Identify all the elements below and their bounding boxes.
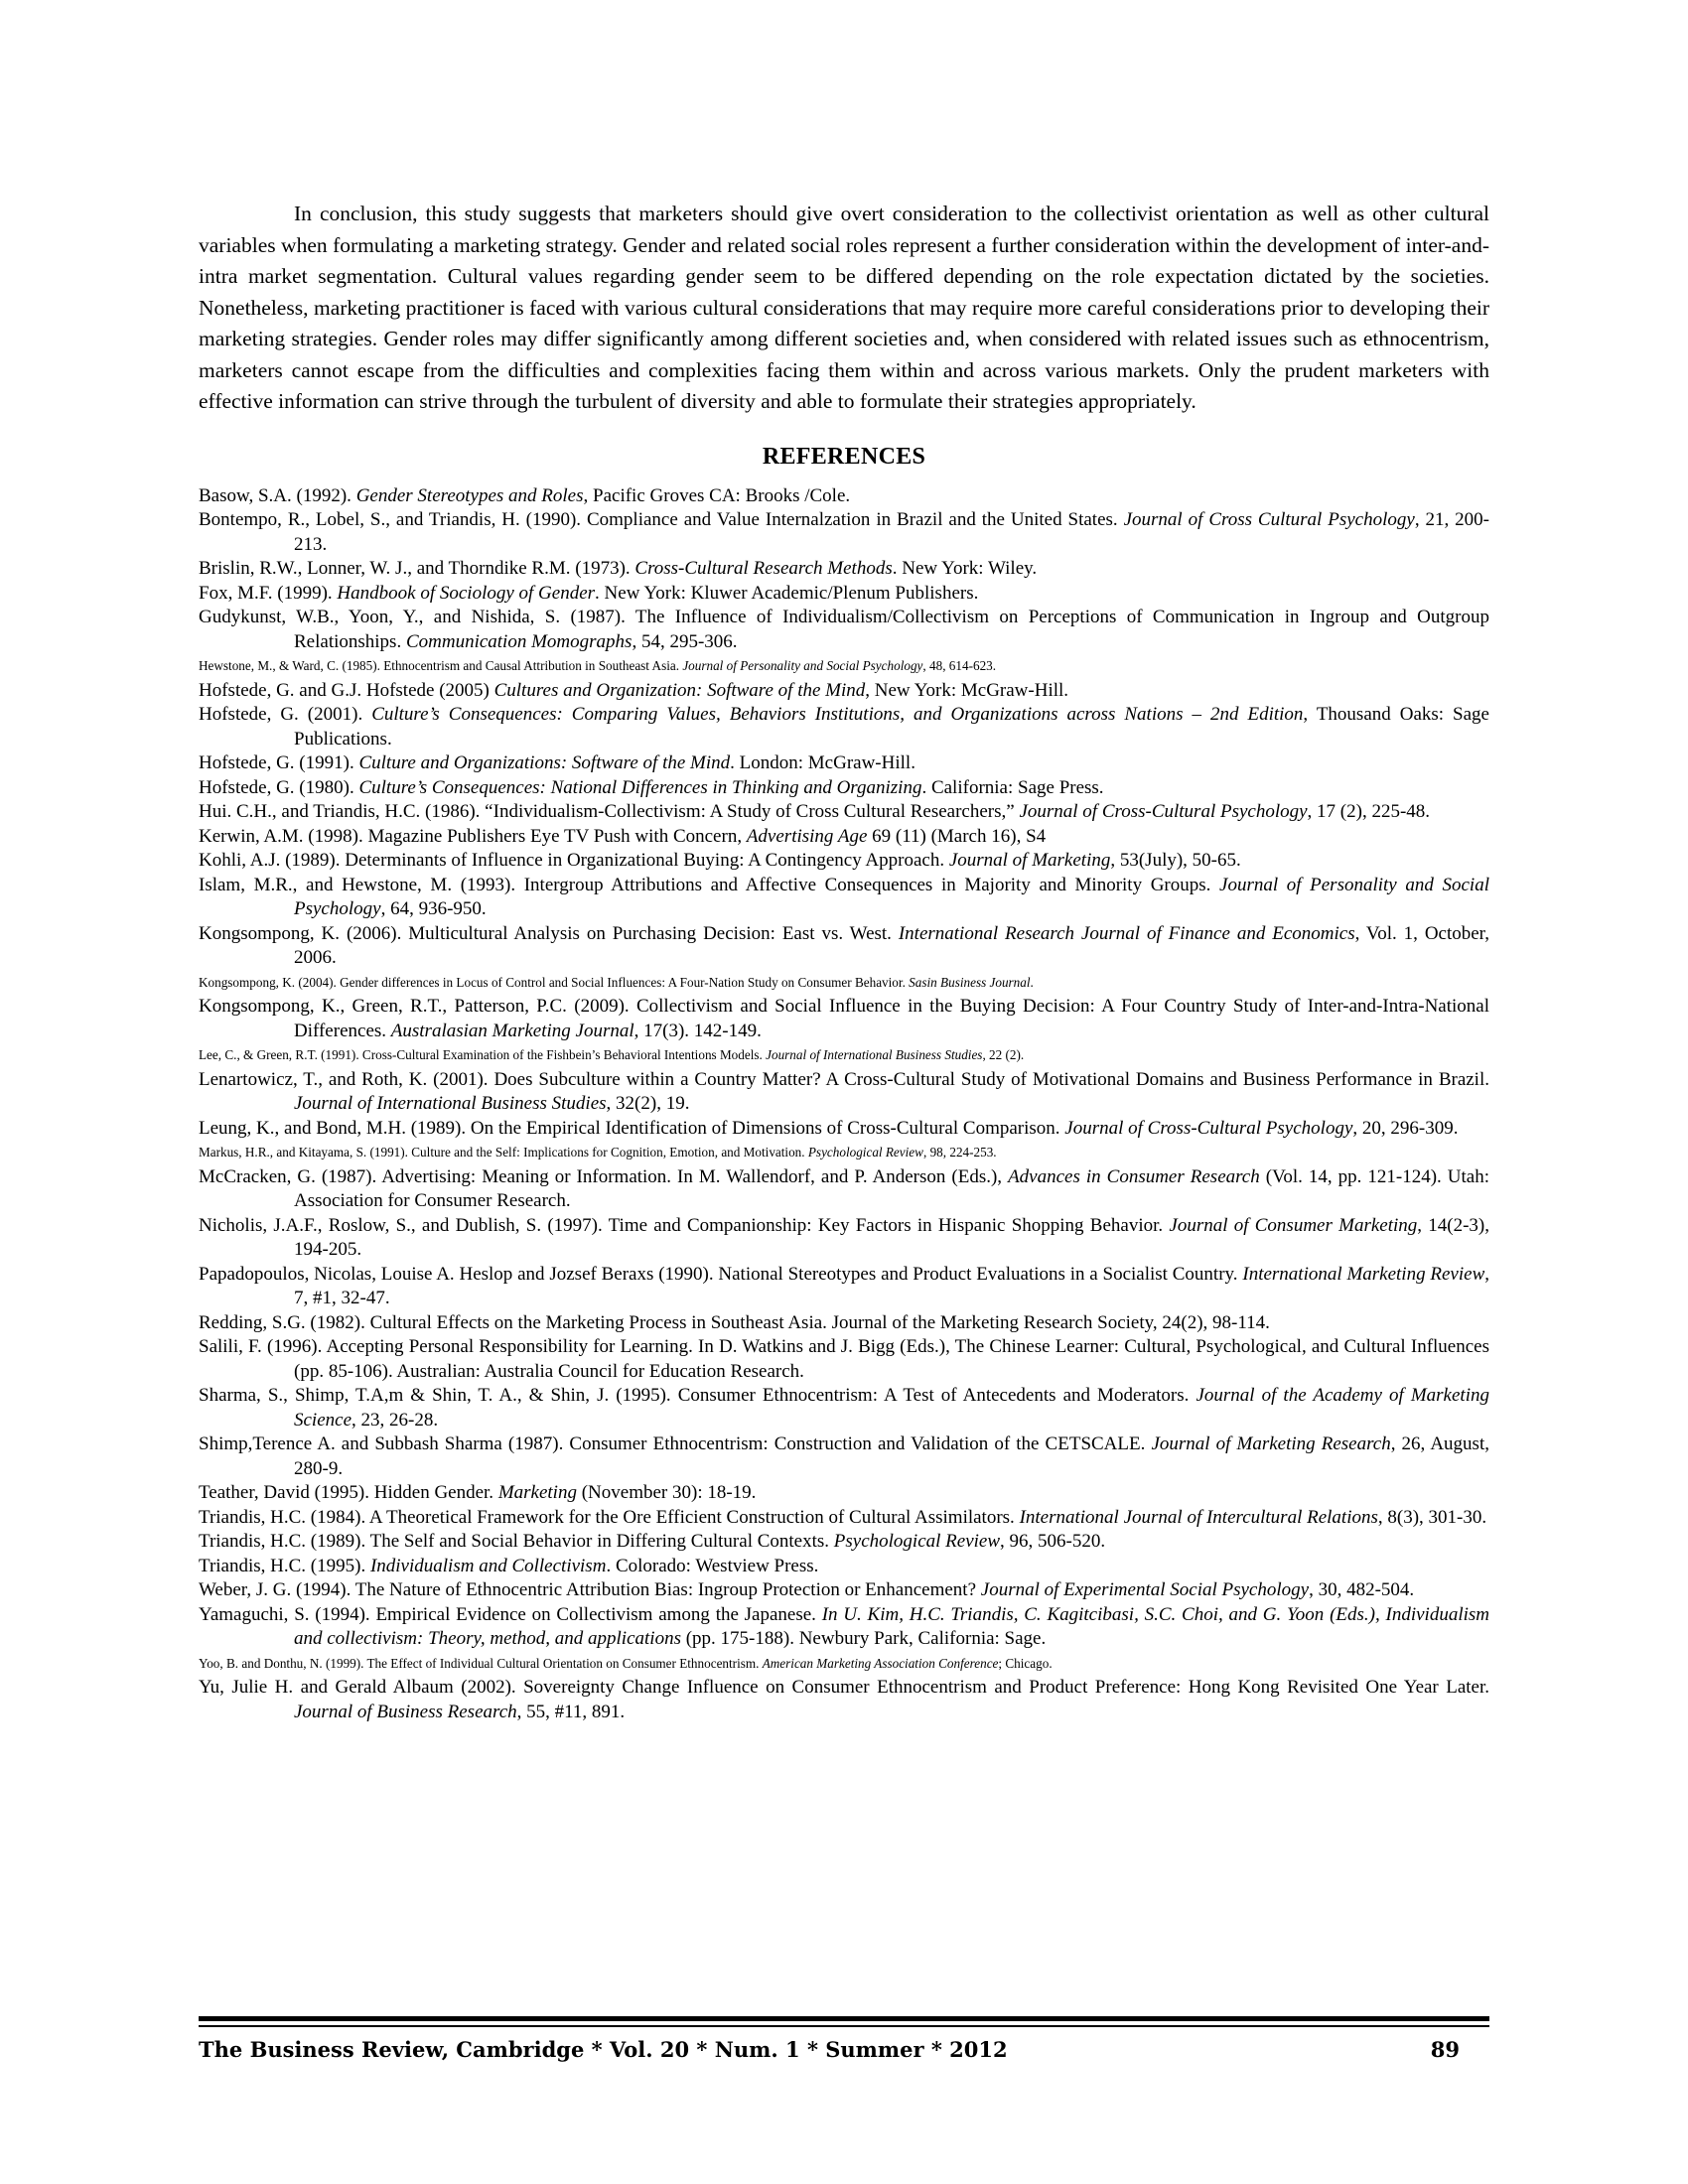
reference-entry: Kerwin, A.M. (1998). Magazine Publishers Eye TV Push with Concern, Advertising Age 69 (11) (March 16), S4 [199,825,1047,847]
conclusion-paragraph: In conclusion, this study suggests that marketers should give overt consideration to the collectivist orientation as well as other cultural variables when formulating a marketing strategy. Gender and related social roles represent a further consideration within the development of inter-and-intra market segmentation. Cultural values regarding gender seem to be differed depending on the role expectation dictated by the societies. Nonetheless, marketing practitioner is faced with various cultural considerations that may require more careful considerations prior to developing their marketing strategies. Gender roles may differ significantly among different societies and, when considered with related issues such as ethnocentrism, marketers cannot escape from the difficulties and complexities facing them within and across various markets. Only the prudent marketers with effective information can strive through the turbulent of diversity and able to formulate their strategies appropriately. [199,202,1489,413]
footer-rule [199,2016,1489,2021]
reference-entry: Bontempo, R., Lobel, S., and Triandis, H. (1990). Compliance and Value Internalzation in Brazil and the United States. Journal of Cross Cultural Psychology, 21, 200-213. [199,509,1489,555]
reference-entry: Yoo, B. and Donthu, N. (1999). The Effect of Individual Cultural Orientation on Consumer Ethnocentrism. American Marketing Association Conference; Chicago. [199,1655,1053,1671]
reference-entry: Nicholis, J.A.F., Roslow, S., and Dublish, S. (1997). Time and Companionship: Key Factors in Hispanic Shopping Behavior. Journal of Consumer Marketing, 14(2-3), 194-205. [199,1214,1489,1260]
reference-entry: Lee, C., & Green, R.T. (1991). Cross-Cultural Examination of the Fishbein’s Behavioral Intentions Models. Journal of International Business Studies, 22 (2). [199,1047,1025,1062]
reference-entry: Kongsompong, K. (2006). Multicultural Analysis on Purchasing Decision: East vs. West. International Research Journal of Finance and Economics, Vol. 1, October, 2006. [199,922,1489,968]
reference-entry: Papadopoulos, Nicolas, Louise A. Heslop and Jozsef Beraxs (1990). National Stereotypes and Product Evaluations in a Socialist Country. International Marketing Review, 7, #1, 32-47. [199,1263,1489,1308]
reference-entry: Salili, F. (1996). Accepting Personal Responsibility for Learning. In D. Watkins and J. Bigg (Eds.), The Chinese Learner: Cultural, Psychological, and Cultural Influences (pp. 85-106). Australian: Australia Council for Education Research. [199,1336,1489,1382]
reference-entry: Hewstone, M., & Ward, C. (1985). Ethnocentrism and Causal Attribution in Southeast Asia. Journal of Personality and Social Psychology, 48, 614-623. [199,658,997,673]
reference-entry: Hui. C.H., and Triandis, H.C. (1986). “Individualism-Collectivism: A Study of Cross Cultural Researchers,” Journal of Cross-Cultural Psychology, 17 (2), 225-48. [199,801,1431,822]
reference-entry: Markus, H.R., and Kitayama, S. (1991). Culture and the Self: Implications for Cognition, Emotion, and Motivation. Psychological Review, 98, 224-253. [199,1145,997,1160]
reference-entry: Teather, David (1995). Hidden Gender. Marketing (November 30): 18-19. [199,1482,757,1503]
journal-citation: The Business Review, Cambridge * Vol. 20 * Num. 1 * Summer * 2012 [199,2037,1008,2062]
reference-entry: Hofstede, G. and G.J. Hofstede (2005) Cultures and Organization: Software of the Mind, New York: McGraw-Hill. [199,679,1069,701]
reference-entry: Yu, Julie H. and Gerald Albaum (2002). Sovereignty Change Influence on Consumer Ethnocentrism and Product Preference: Hong Kong Revisited One Year Later. Journal of Business Research, 55, #11, 891. [199,1677,1489,1722]
reference-entry: Kongsompong, K. (2004). Gender differences in Locus of Control and Social Influences: A Four-Nation Study on Consumer Behavior. Sasin Business Journal. [199,974,1034,990]
reference-entry: Fox, M.F. (1999). Handbook of Sociology of Gender. New York: Kluwer Academic/Plenum Publishers. [199,582,979,604]
reference-entry: Lenartowicz, T., and Roth, K. (2001). Does Subculture within a Country Matter? A Cross-Cultural Study of Motivational Domains and Business Performance in Brazil. Journal of International Business Studies, 32(2), 19. [199,1068,1489,1114]
reference-entry: Leung, K., and Bond, M.H. (1989). On the Empirical Identification of Dimensions of Cross-Cultural Comparison. Journal of Cross-Cultural Psychology, 20, 296-309. [199,1117,1459,1139]
reference-entry: Redding, S.G. (1982). Cultural Effects on the Marketing Process in Southeast Asia. Journal of the Marketing Research Society, 24(2), 98-114. [199,1311,1270,1333]
reference-entry: Hofstede, G. (1980). Culture’s Consequences: National Differences in Thinking and Organizing. California: Sage Press. [199,776,1104,798]
reference-entry: Gudykunst, W.B., Yoon, Y., and Nishida, S. (1987). The Influence of Individualism/Collectivism on Perceptions of Communication in Ingroup and Outgroup Relationships. Communication Momographs, 54, 295-306. [199,607,1489,652]
page-footer [199,2037,1460,2062]
reference-entry: Triandis, H.C. (1989). The Self and Social Behavior in Differing Cultural Contexts. Psychological Review, 96, 506-520. [199,1531,1106,1552]
reference-entry: Brislin, R.W., Lonner, W. J., and Thorndike R.M. (1973). Cross-Cultural Research Methods. New York: Wiley. [199,558,1038,579]
reference-entry: Islam, M.R., and Hewstone, M. (1993). Intergroup Attributions and Affective Consequences in Majority and Minority Groups. Journal of Personality and Social Psychology, 64, 936-950. [199,874,1489,919]
page-number: 89 [1430,2037,1460,2062]
reference-entry: Kohli, A.J. (1989). Determinants of Influence in Organizational Buying: A Contingency Approach. Journal of Marketing, 53(July), 50-65. [199,850,1241,871]
reference-entry: Yamaguchi, S. (1994). Empirical Evidence on Collectivism among the Japanese. In U. Kim, H.C. Triandis, C. Kagitcibasi, S.C. Choi, and G. Yoon (Eds.), Individualism and collectivism: Theory, method, and applications (pp. 175-188). Newbury Park, California: Sage. [199,1603,1489,1649]
reference-entry: Hofstede, G. (2001). Culture’s Consequences: Comparing Values, Behaviors Institutions, and Organizations across Nations – 2nd Edition, Thousand Oaks: Sage Publications. [199,704,1489,750]
reference-entry: McCracken, G. (1987). Advertising: Meaning or Information. In M. Wallendorf, and P. Anderson (Eds.), Advances in Consumer Research (Vol. 14, pp. 121-124). Utah: Association for Consumer Research. [199,1165,1489,1211]
reference-entry: Hofstede, G. (1991). Culture and Organizations: Software of the Mind. London: McGraw-Hill. [199,752,915,773]
references-heading: REFERENCES [762,443,926,470]
reference-entry: Sharma, S., Shimp, T.A,m & Shin, T. A., & Shin, J. (1995). Consumer Ethnocentrism: A Test of Antecedents and Moderators. Journal of the Academy of Marketing Science, 23, 26-28. [199,1385,1489,1431]
reference-entry: Shimp,Terence A. and Subbash Sharma (1987). Consumer Ethnocentrism: Construction and Validation of the CETSCALE. Journal of Marketing Research, 26, August, 280-9. [199,1433,1489,1479]
document-page [199,199,1489,1724]
footer-rule-thin [199,2025,1489,2027]
reference-entry: Triandis, H.C. (1995). Individualism and Collectivism. Colorado: Westview Press. [199,1555,819,1576]
references-list [199,484,1489,1725]
reference-entry: Basow, S.A. (1992). Gender Stereotypes and Roles, Pacific Groves CA: Brooks /Cole. [199,484,851,506]
reference-entry: Triandis, H.C. (1984). A Theoretical Framework for the Ore Efficient Construction of Cultural Assimilators. International Journal of Intercultural Relations, 8(3), 301-30. [199,1506,1487,1528]
reference-entry: Kongsompong, K., Green, R.T., Patterson, P.C. (2009). Collectivism and Social Influence in the Buying Decision: A Four Country Study of Inter-and-Intra-National Differences. Australasian Marketing Journal, 17(3). 142-149. [199,996,1489,1041]
reference-entry: Weber, J. G. (1994). The Nature of Ethnocentric Attribution Bias: Ingroup Protection or Enhancement? Journal of Experimental Social Psychology, 30, 482-504. [199,1579,1415,1600]
